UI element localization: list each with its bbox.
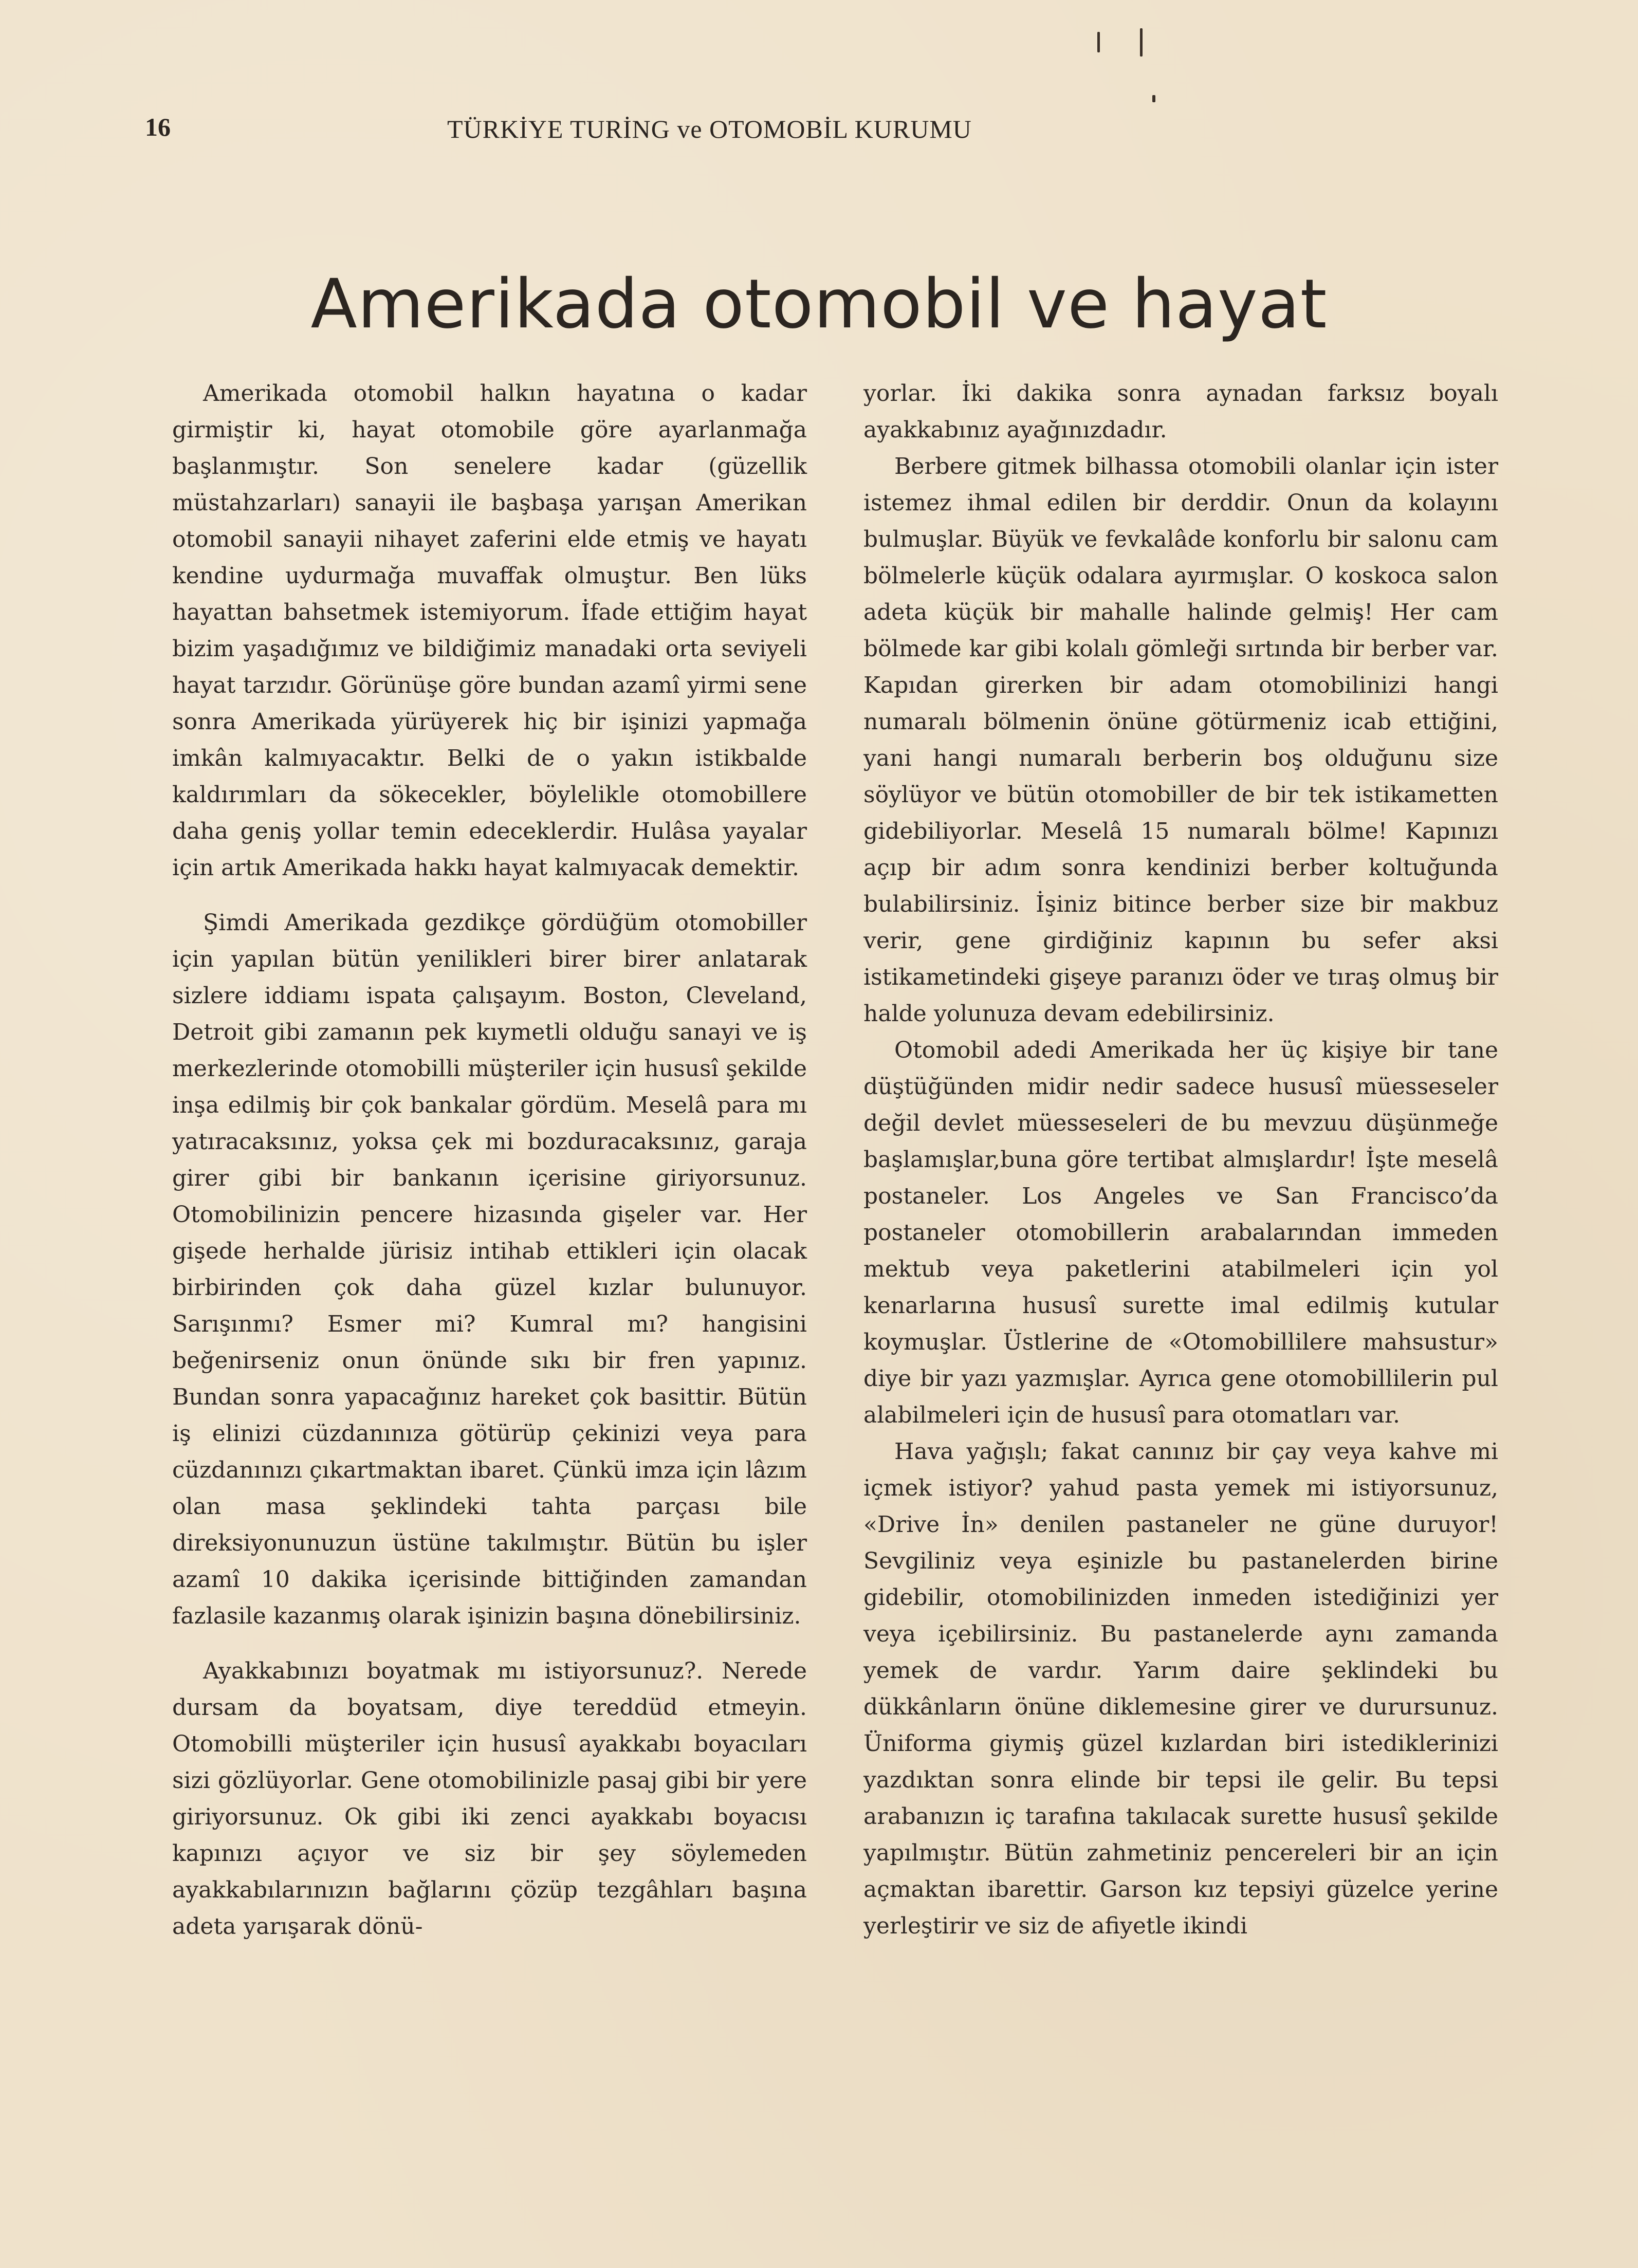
- paragraph: Ayakkabınızı boyatmak mı istiyorsunuz?. Nerede dursam da boyatsam, diye tereddüd etmeyin. Otomobilli müşteriler için hususî ayakkabı boyacıları sizi gözlüyorlar. Gene otomobilinizle pasaj gibi bir yere giriyorsunuz. Ok gibi iki zenci ayakkabı boyacısı kapınızı açıyor ve siz bir şey söylemeden ayakkabılarınızın bağlarını çözüp tezgâhları başına adeta yarışarak dönü-: [172, 1658, 807, 1940]
- scan-mark: [1152, 95, 1155, 102]
- scan-mark: [1140, 28, 1143, 57]
- paragraph: yorlar. İki dakika sonra aynadan farksız boyalı ayakkabınız ayağınızdadır.: [863, 380, 1498, 443]
- running-header: TÜRKİYE TURİNG ve OTOMOBİL KURUMU: [447, 115, 972, 143]
- paragraph: Şimdi Amerikada gezdikçe gördüğüm otomobiller için yapılan bütün yenilikleri birer birer anlatarak sizlere iddiamı ispata çalışayım. Boston, Cleveland, Detroit gibi zamanın pek kıymetli olduğu sanayi ve iş merkezlerinde otomobilli müşteriler için hususî şekilde inşa edilmiş bir çok bankalar gördüm. Meselâ para mı yatıracaksınız, yoksa çek mi bozduracaksınız, garaja girer gibi bir bankanın içerisine giriyorsunuz. Otomobilinizin pencere hizasında gişeler var. Her gişede herhalde jürisiz intihab ettikleri için olacak birbirinden çok daha güzel kızlar bulunuyor. Sarışınmı? Esmer mi? Kumral mı? hangisini beğenirseniz onun önünde sıkı bir fren yapınız. Bundan sonra yapacağınız hareket çok basittir. Bütün iş elinizi cüzdanınıza götürüp çekinizi veya para cüzdanınızı çıkartmaktan ibaret. Çünkü imza için lâzım olan masa şeklindeki tahta parçası bile direksiyonunuzun üstüne takılmıştır. Bütün bu işler azamî 10 dakika içerisinde bittiğinden zamandan fazlasile kazanmış olarak işinizin başına dönebilirsiniz.: [172, 910, 807, 1629]
- page-number: 16: [145, 113, 171, 141]
- paragraph: Otomobil adedi Amerikada her üç kişiye bir tane düştüğünden midir nedir sadece hususî müesseseler değil devlet müesseseleri de bu mevzuu düşünmeğe başlamışlar,buna göre tertibat almışlardır! İşte meselâ postaneler. Los Angeles ve San Francisco’da postaneler otomobillerin arabalarından immeden mektub veya paketlerini atabilmeleri için yol kenarlarına hususî surette imal edilmiş kutular koymuşlar. Üstlerine de «Otomobillilere mahsustur» diye bir yazı yazmışlar. Ayrıca gene otomobillilerin pul alabilmeleri için de hususî para otomatları var.: [863, 1037, 1498, 1428]
- paragraph: Berbere gitmek bilhassa otomobili olanlar için ister istemez ihmal edilen bir derddir. Onun da kolayını bulmuşlar. Büyük ve fevkalâde konforlu bir salonu cam bölmelerle küçük odalara ayırmışlar. O koskoca salon adeta küçük bir mahalle halinde gelmiş! Her cam bölmede kar gibi kolalı gömleği sırtında bir berber var. Kapıdan girerken bir adam otomobilinizi hangi numaralı bölmenin önüne götürmeniz icab ettiğini, yani hangi numaralı berberin boş olduğunu size söylüyor ve bütün otomobiller de bir tek istikametten gidebiliyorlar. Meselâ 15 numaralı bölme! Kapınızı açıp bir adım sonra kendinizi berber koltuğunda bulabilirsiniz. İşiniz bitince berber size bir makbuz verir, gene girdiğiniz kapının bu sefer aksi istikametindeki gişeye paranızı öder ve tıraş olmuş bir halde yolunuza devam edebilirsiniz.: [863, 453, 1498, 1027]
- paragraph: Hava yağışlı; fakat canınız bir çay veya kahve mi içmek istiyor? yahud pasta yemek mi istiyorsunuz, «Drive İn» denilen pastaneler ne güne duruyor! Sevgiliniz veya eşinizle bu pastanelerden birine gidebilir, otomobilinizden inmeden istediğinizi yer veya içebilirsiniz. Bu pastanelerde aynı zamanda yemek de vardır. Yarım daire şeklindeki bu dükkânların önüne diklemesine girer ve durursunuz. Üniforma giymiş güzel kızlardan biri istediklerinizi yazdıktan sonra elinde bir tepsi ile gelir. Bu tepsi arabanızın iç tarafına takılacak surette hususî şekilde yapılmıştır. Bütün zahmetiniz pencereleri bir an için açmaktan ibarettir. Garson kız tepsiyi güzelce yerine yerleştirir ve siz de afiyetle ikindi: [863, 1439, 1498, 1939]
- article-column-right: [863, 375, 1498, 1944]
- scan-mark: [1097, 32, 1100, 52]
- article-title: Amerikada otomobil ve hayat: [310, 265, 1328, 344]
- paragraph: Amerikada otomobil halkın hayatına o kadar girmiştir ki, hayat otomobile göre ayarlanmağa başlanmıştır. Son senelere kadar (güzellik müstahzarları) sanayii ile başbaşa yarışan Amerikan otomobil sanayii nihayet zaferini elde etmiş ve hayatı kendine uydurmağa muvaffak olmuştur. Ben lüks hayattan bahsetmek istemiyorum. İfade ettiğim hayat bizim yaşadığımız ve bildiğimiz manadaki orta seviyeli hayat tarzıdır. Görünüşe göre bundan azamî yirmi sene sonra Amerikada yürüyerek hiç bir işinizi yapmağa imkân kalmıyacaktır. Belki de o yakın istikbalde kaldırımları da sökecekler, böylelikle otomobillere daha geniş yollar temin edeceklerdir. Hulâsa yayalar için artık Amerikada hakkı hayat kalmıyacak demektir.: [172, 380, 807, 881]
- article-column-left: [172, 375, 807, 1945]
